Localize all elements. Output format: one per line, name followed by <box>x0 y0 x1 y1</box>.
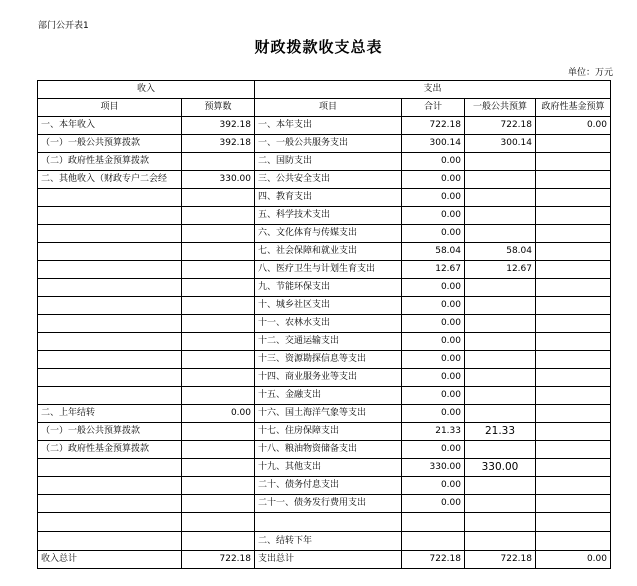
expense-item-cell: 三、公共安全支出 <box>255 171 402 189</box>
fund-budget-cell <box>536 297 611 315</box>
fund-budget-cell <box>536 243 611 261</box>
total-cell <box>402 513 465 532</box>
expense-item-cell: 一、一般公共服务支出 <box>255 135 402 153</box>
income-item-cell <box>38 495 182 513</box>
total-cell: 0.00 <box>402 333 465 351</box>
expense-item-cell: 十一、农林水支出 <box>255 315 402 333</box>
expense-item-cell: 十五、金融支出 <box>255 387 402 405</box>
table-row <box>38 351 611 369</box>
income-value-cell: 330.00 <box>182 171 255 189</box>
general-budget-cell <box>465 315 536 333</box>
document-label: 部门公开表1 <box>38 21 89 31</box>
income-value-cell <box>182 207 255 225</box>
general-budget-cell <box>465 297 536 315</box>
total-cell: 0.00 <box>402 369 465 387</box>
expense-item-cell: 十四、商业服务业等支出 <box>255 369 402 387</box>
income-item-cell <box>38 207 182 225</box>
income-header: 收入 <box>38 81 255 99</box>
expense-item-cell: 二、结转下年 <box>255 532 402 551</box>
expense-item-cell: 十、城乡社区支出 <box>255 297 402 315</box>
income-item-cell: 二、其他收入（财政专户二会经 <box>38 171 182 189</box>
income-item-cell <box>38 459 182 477</box>
fund-budget-cell <box>536 387 611 405</box>
fund-budget-cell <box>536 189 611 207</box>
general-budget-cell <box>465 279 536 297</box>
fund-budget-cell <box>536 351 611 369</box>
general-budget-cell <box>465 387 536 405</box>
unit-label: 单位：万元 <box>567 68 613 78</box>
general-budget-cell <box>465 405 536 423</box>
income-value-cell <box>182 387 255 405</box>
expense-item-cell: 八、医疗卫生与计划生育支出 <box>255 261 402 279</box>
income-value-cell <box>182 333 255 351</box>
income-item-cell <box>38 532 182 551</box>
general-budget-cell: 58.04 <box>465 243 536 261</box>
general-budget-cell <box>465 207 536 225</box>
expense-item-cell: 七、社会保障和就业支出 <box>255 243 402 261</box>
income-item-cell <box>38 333 182 351</box>
table-row <box>38 189 611 207</box>
total-cell: 0.00 <box>402 171 465 189</box>
income-value-cell <box>182 189 255 207</box>
header-row-columns <box>38 99 611 117</box>
fund-budget-cell <box>536 441 611 459</box>
income-budget-header: 预算数 <box>182 99 255 117</box>
table-row <box>38 459 611 477</box>
income-value-cell <box>182 315 255 333</box>
income-item-cell: 一、本年收入 <box>38 117 182 135</box>
income-item-cell <box>38 369 182 387</box>
table-row <box>38 117 611 135</box>
fund-budget-cell <box>536 135 611 153</box>
income-item-cell <box>38 297 182 315</box>
table-row <box>38 532 611 551</box>
total-header: 合计 <box>402 99 465 117</box>
fund-budget-cell <box>536 513 611 532</box>
income-item-cell <box>38 225 182 243</box>
income-value-cell <box>182 153 255 171</box>
general-budget-cell <box>465 333 536 351</box>
expense-item-cell: 十三、资源勘探信息等支出 <box>255 351 402 369</box>
table-row <box>38 153 611 171</box>
income-value-cell <box>182 495 255 513</box>
expense-item-cell: 二、国防支出 <box>255 153 402 171</box>
expense-item-cell <box>255 513 402 532</box>
fund-budget-cell <box>536 459 611 477</box>
total-cell: 0.00 <box>402 441 465 459</box>
fund-budget-cell <box>536 315 611 333</box>
fund-budget-cell: 0.00 <box>536 117 611 135</box>
general-budget-cell: 300.14 <box>465 135 536 153</box>
fund-budget-cell <box>536 477 611 495</box>
general-budget-cell: 722.18 <box>465 117 536 135</box>
table-row <box>38 387 611 405</box>
income-item-cell: 二、上年结转 <box>38 405 182 423</box>
expense-item-cell: 十九、其他支出 <box>255 459 402 477</box>
income-item-cell <box>38 279 182 297</box>
table-row <box>38 171 611 189</box>
table-row <box>38 441 611 459</box>
fiscal-summary-table <box>37 80 611 569</box>
table-row <box>38 279 611 297</box>
total-cell: 0.00 <box>402 495 465 513</box>
income-value-cell <box>182 225 255 243</box>
fund-budget-cell <box>536 405 611 423</box>
fund-budget-cell: 0.00 <box>536 551 611 569</box>
income-item-cell <box>38 477 182 495</box>
income-item-cell: （一）一般公共预算拨款 <box>38 135 182 153</box>
general-budget-cell: 330.00 <box>465 459 536 477</box>
table-row <box>38 243 611 261</box>
general-budget-cell <box>465 351 536 369</box>
general-budget-cell <box>465 153 536 171</box>
income-value-cell <box>182 351 255 369</box>
total-cell: 0.00 <box>402 297 465 315</box>
general-budget-cell <box>465 532 536 551</box>
total-cell: 0.00 <box>402 279 465 297</box>
income-item-cell <box>38 315 182 333</box>
total-cell: 0.00 <box>402 225 465 243</box>
general-budget-cell <box>465 189 536 207</box>
fund-budget-cell <box>536 333 611 351</box>
income-value-cell <box>182 477 255 495</box>
table-row <box>38 225 611 243</box>
general-budget-cell <box>465 441 536 459</box>
income-item-cell <box>38 351 182 369</box>
table-row <box>38 135 611 153</box>
fund-budget-cell <box>536 225 611 243</box>
fund-budget-header: 政府性基金预算 <box>536 99 611 117</box>
income-value-cell <box>182 532 255 551</box>
income-item-cell: （二）政府性基金预算拨款 <box>38 441 182 459</box>
expense-item-cell: 四、教育支出 <box>255 189 402 207</box>
income-value-cell: 722.18 <box>182 551 255 569</box>
income-item-cell: （二）政府性基金预算拨款 <box>38 153 182 171</box>
fund-budget-cell <box>536 495 611 513</box>
total-cell: 0.00 <box>402 189 465 207</box>
general-budget-cell <box>465 513 536 532</box>
income-value-cell: 392.18 <box>182 117 255 135</box>
table-row <box>38 369 611 387</box>
expense-item-cell: 二十一、债务发行费用支出 <box>255 495 402 513</box>
total-cell: 0.00 <box>402 387 465 405</box>
fund-budget-cell <box>536 261 611 279</box>
expense-item-cell: 九、节能环保支出 <box>255 279 402 297</box>
fund-budget-cell <box>536 171 611 189</box>
expense-item-cell: 支出总计 <box>255 551 402 569</box>
income-value-cell: 392.18 <box>182 135 255 153</box>
general-budget-header: 一般公共预算 <box>465 99 536 117</box>
table-row <box>38 495 611 513</box>
general-budget-cell <box>465 171 536 189</box>
income-value-cell <box>182 279 255 297</box>
header-row-group <box>38 81 611 99</box>
general-budget-cell: 21.33 <box>465 423 536 441</box>
table-row <box>38 261 611 279</box>
income-value-cell <box>182 459 255 477</box>
table-row <box>38 333 611 351</box>
total-cell: 722.18 <box>402 551 465 569</box>
table-row <box>38 297 611 315</box>
fund-budget-cell <box>536 369 611 387</box>
income-item-cell <box>38 261 182 279</box>
table-row <box>38 513 611 532</box>
income-value-cell <box>182 243 255 261</box>
table-row <box>38 405 611 423</box>
total-cell: 722.18 <box>402 117 465 135</box>
general-budget-cell <box>465 495 536 513</box>
expense-item-header: 项目 <box>255 99 402 117</box>
total-cell: 0.00 <box>402 405 465 423</box>
income-value-cell <box>182 441 255 459</box>
table-row <box>38 551 611 569</box>
income-value-cell <box>182 261 255 279</box>
income-value-cell <box>182 423 255 441</box>
table-row <box>38 477 611 495</box>
expense-item-cell: 十八、粮油物资储备支出 <box>255 441 402 459</box>
general-budget-cell <box>465 225 536 243</box>
expense-header: 支出 <box>255 81 611 99</box>
income-value-cell: 0.00 <box>182 405 255 423</box>
total-cell: 0.00 <box>402 351 465 369</box>
income-value-cell <box>182 297 255 315</box>
total-cell: 300.14 <box>402 135 465 153</box>
expense-item-cell: 一、本年支出 <box>255 117 402 135</box>
total-cell: 12.67 <box>402 261 465 279</box>
general-budget-cell <box>465 477 536 495</box>
income-value-cell <box>182 369 255 387</box>
income-item-cell: （一）一般公共预算拨款 <box>38 423 182 441</box>
income-item-cell <box>38 513 182 532</box>
fund-budget-cell <box>536 153 611 171</box>
income-item-cell <box>38 387 182 405</box>
income-item-cell <box>38 243 182 261</box>
table-row <box>38 423 611 441</box>
expense-item-cell: 十二、交通运输支出 <box>255 333 402 351</box>
total-cell: 0.00 <box>402 153 465 171</box>
total-cell: 21.33 <box>402 423 465 441</box>
total-cell: 0.00 <box>402 477 465 495</box>
page-title: 财政拨款收支总表 <box>254 38 383 56</box>
fund-budget-cell <box>536 207 611 225</box>
expense-item-cell: 十六、国土海洋气象等支出 <box>255 405 402 423</box>
table-row <box>38 315 611 333</box>
income-value-cell <box>182 513 255 532</box>
income-item-cell <box>38 189 182 207</box>
total-cell: 58.04 <box>402 243 465 261</box>
expense-item-cell: 二十、债务付息支出 <box>255 477 402 495</box>
income-item-header: 项目 <box>38 99 182 117</box>
general-budget-cell <box>465 369 536 387</box>
table-row <box>38 207 611 225</box>
expense-item-cell: 六、文化体育与传媒支出 <box>255 225 402 243</box>
total-cell: 0.00 <box>402 207 465 225</box>
fund-budget-cell <box>536 532 611 551</box>
fund-budget-cell <box>536 279 611 297</box>
total-cell: 0.00 <box>402 315 465 333</box>
general-budget-cell: 12.67 <box>465 261 536 279</box>
general-budget-cell: 722.18 <box>465 551 536 569</box>
expense-item-cell: 十七、住房保障支出 <box>255 423 402 441</box>
fund-budget-cell <box>536 423 611 441</box>
total-cell <box>402 532 465 551</box>
income-item-cell: 收入总计 <box>38 551 182 569</box>
total-cell: 330.00 <box>402 459 465 477</box>
expense-item-cell: 五、科学技术支出 <box>255 207 402 225</box>
